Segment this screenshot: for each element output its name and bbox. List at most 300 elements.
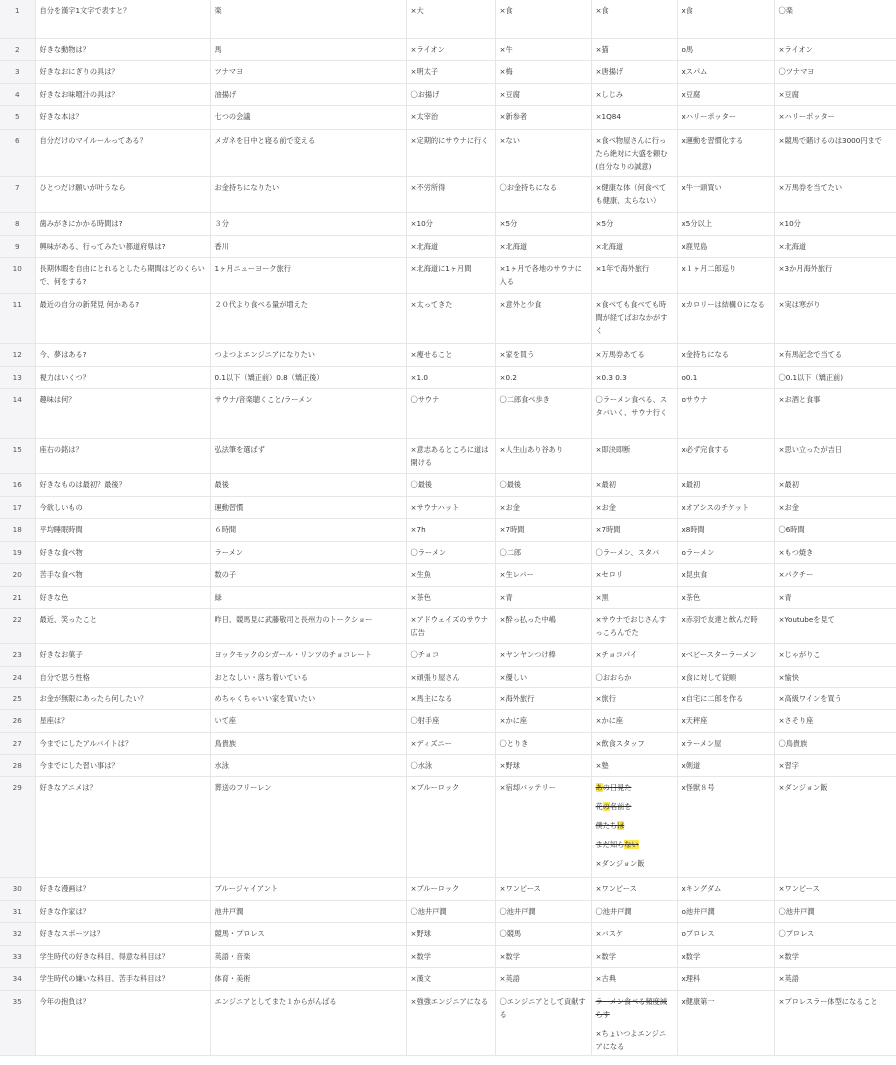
guess-cell[interactable]: x鹿児島 xyxy=(677,235,774,257)
question-cell[interactable]: 星座は？ xyxy=(35,709,210,732)
row-number[interactable]: 35 xyxy=(0,990,35,1055)
guess-cell[interactable]: o池井戸潤 xyxy=(677,900,774,922)
guess-cell[interactable]: ×野球 xyxy=(406,922,495,945)
answer-cell[interactable]: 池井戸潤 xyxy=(210,900,406,922)
guess-cell[interactable]: x自宅に二郎を作る xyxy=(677,687,774,709)
guess-cell[interactable]: 〇チョコ xyxy=(406,643,495,666)
guess-cell[interactable]: ×ディズニー xyxy=(406,732,495,754)
guess-cell[interactable]: ×食 xyxy=(495,0,591,38)
row-number[interactable]: 33 xyxy=(0,945,35,967)
guess-cell[interactable]: x運動を習慣化する xyxy=(677,129,774,176)
guess-cell[interactable]: x１ヶ月二郎巡り xyxy=(677,257,774,293)
guess-cell[interactable]: ×豆腐 xyxy=(495,83,591,105)
guess-cell[interactable]: ×意外と少食 xyxy=(495,293,591,343)
guess-cell[interactable]: ×しじみ xyxy=(591,83,677,105)
answer-cell[interactable]: 体育・美術 xyxy=(210,967,406,990)
guess-cell[interactable]: x5分以上 xyxy=(677,212,774,235)
answer-cell[interactable]: ツナマヨ xyxy=(210,60,406,83)
guess-cell[interactable]: ×太宰治 xyxy=(406,105,495,129)
row-number[interactable]: 4 xyxy=(0,83,35,105)
answer-cell[interactable]: 弘法筆を選ばず xyxy=(210,438,406,473)
guess-cell[interactable]: ×太ってきた xyxy=(406,293,495,343)
guess-cell[interactable]: ×お金 xyxy=(774,496,896,518)
row-number[interactable]: 2 xyxy=(0,38,35,60)
question-cell[interactable]: 好きな食べ物 xyxy=(35,541,210,563)
answer-cell[interactable]: 香川 xyxy=(210,235,406,257)
guess-cell[interactable]: x健康第一 xyxy=(677,990,774,1055)
guess-cell[interactable]: ×ハリーポッター xyxy=(774,105,896,129)
question-cell[interactable]: 好きなアニメは？ xyxy=(35,776,210,877)
guess-cell[interactable]: ×北海道 xyxy=(406,235,495,257)
guess-cell[interactable]: 〇二郎食べ歩き xyxy=(495,388,591,438)
answer-cell[interactable]: ２０代より食べる量が増えた xyxy=(210,293,406,343)
guess-cell[interactable]: ×大 xyxy=(406,0,495,38)
guess-cell[interactable]: x理科 xyxy=(677,967,774,990)
guess-cell[interactable]: ×ダンジョン飯 xyxy=(774,776,896,877)
guess-cell[interactable]: 〇競馬 xyxy=(495,922,591,945)
guess-cell[interactable]: x剣道 xyxy=(677,754,774,776)
guess-cell[interactable]: ×サウナでおじさんすっころんでた xyxy=(591,608,677,643)
guess-cell[interactable]: ×7時間 xyxy=(495,518,591,541)
guess-cell[interactable]: x食 xyxy=(677,0,774,38)
answer-cell[interactable]: 鳥貴族 xyxy=(210,732,406,754)
row-number[interactable]: 9 xyxy=(0,235,35,257)
table-row xyxy=(0,922,896,945)
table-row xyxy=(0,257,896,293)
row-number[interactable]: 31 xyxy=(0,900,35,922)
guess-cell[interactable]: ×お酒と食事 xyxy=(774,388,896,438)
guess-cell[interactable]: ×食べても食べても時間が経てばおなかがすく xyxy=(591,293,677,343)
question-cell[interactable]: 好きなお菓子 xyxy=(35,643,210,666)
answer-cell[interactable]: つよつよエンジニアになりたい xyxy=(210,343,406,366)
answer-cell[interactable]: 運動習慣 xyxy=(210,496,406,518)
question-cell[interactable]: 学生時代の嫌いな科目、苦手な科目は？ xyxy=(35,967,210,990)
guess-cell[interactable]: ×猫 xyxy=(591,38,677,60)
guess-cell[interactable]: ×バスケ xyxy=(591,922,677,945)
row-number[interactable]: 19 xyxy=(0,541,35,563)
guess-cell[interactable]: ×3か月海外旅行 xyxy=(774,257,896,293)
guess-cell[interactable]: ×お金 xyxy=(591,496,677,518)
guess-cell[interactable]: ×かに座 xyxy=(591,709,677,732)
question-cell[interactable]: 好きなものは最初？最後？ xyxy=(35,473,210,496)
answer-cell[interactable]: 緑 xyxy=(210,586,406,608)
guess-cell[interactable]: ×Youtubeを見て xyxy=(774,608,896,643)
guess-cell[interactable]: o0.1 xyxy=(677,366,774,388)
answer-cell[interactable]: 英語・音楽 xyxy=(210,945,406,967)
question-cell[interactable]: 好きなおにぎりの具は？ xyxy=(35,60,210,83)
guess-cell[interactable]: x赤羽で友達と飲んだ時 xyxy=(677,608,774,643)
guess-cell[interactable]: x食に対して従順 xyxy=(677,666,774,687)
row-number[interactable]: 29 xyxy=(0,776,35,877)
answer-cell[interactable]: 0.1以下（矯正前）0.8（矯正後） xyxy=(210,366,406,388)
guess-cell[interactable]: 〇サウナ xyxy=(406,388,495,438)
row-number[interactable]: 12 xyxy=(0,343,35,366)
guess-cell[interactable]: ×即決即断 xyxy=(591,438,677,473)
guess-cell[interactable]: ×海外旅行 xyxy=(495,687,591,709)
guess-cell[interactable]: ×古典 xyxy=(591,967,677,990)
guess-cell[interactable]: x数学 xyxy=(677,945,774,967)
question-cell[interactable]: 歯みがきにかかる時間は? xyxy=(35,212,210,235)
guess-cell[interactable]: x牛一頭買い xyxy=(677,176,774,212)
guess-cell[interactable]: ×0.3 0.3 xyxy=(591,366,677,388)
question-cell[interactable]: 好きな動物は？ xyxy=(35,38,210,60)
guess-cell[interactable]: ×頑張り屋さん xyxy=(406,666,495,687)
question-cell[interactable]: 長期休暇を自由にとれるとしたら期間はどのくらいで、何をする? xyxy=(35,257,210,293)
answer-cell[interactable]: 七つの会議 xyxy=(210,105,406,129)
answer-cell[interactable]: 昨日、競馬見に武藤敬司と長州力のトークショー xyxy=(210,608,406,643)
answer-cell[interactable]: メガネを日中と寝る前で変える xyxy=(210,129,406,176)
row-number[interactable]: 26 xyxy=(0,709,35,732)
guess-cell[interactable]: ×実は寒がり xyxy=(774,293,896,343)
question-cell[interactable]: 平均睡眠時間 xyxy=(35,518,210,541)
row-number[interactable]: 24 xyxy=(0,666,35,687)
question-cell[interactable]: 好きな本は？ xyxy=(35,105,210,129)
guess-cell[interactable] xyxy=(591,990,677,1055)
guess-cell[interactable]: ×ライオン xyxy=(406,38,495,60)
guess-cell[interactable]: ×生魚 xyxy=(406,563,495,586)
guess-cell[interactable]: 〇池井戸潤 xyxy=(495,900,591,922)
guess-cell[interactable]: 〇楽 xyxy=(774,0,896,38)
guess-cell[interactable]: x天秤座 xyxy=(677,709,774,732)
question-cell[interactable]: お金が無限にあったら何したい？ xyxy=(35,687,210,709)
row-number[interactable]: 13 xyxy=(0,366,35,388)
guess-cell[interactable]: 〇お揚げ xyxy=(406,83,495,105)
guess-cell[interactable]: ×愉快 xyxy=(774,666,896,687)
answer-cell[interactable]: おとなしい・落ち着いている xyxy=(210,666,406,687)
answer-cell[interactable]: 水泳 xyxy=(210,754,406,776)
answer-cell[interactable]: めちゃくちゃいい家を買いたい xyxy=(210,687,406,709)
guess-cell[interactable]: ×プロレスラー体型になること xyxy=(774,990,896,1055)
table-row xyxy=(0,990,896,1055)
guess-cell[interactable]: ×0.2 xyxy=(495,366,591,388)
question-cell[interactable]: ひとつだけ願いが叶うなら xyxy=(35,176,210,212)
answer-cell[interactable]: 馬 xyxy=(210,38,406,60)
guess-cell[interactable]: 〇プロレス xyxy=(774,922,896,945)
guess-cell[interactable]: ×牛 xyxy=(495,38,591,60)
guess-cell[interactable]: ×1年で海外旅行 xyxy=(591,257,677,293)
question-cell[interactable]: 今年の抱負は？ xyxy=(35,990,210,1055)
guess-cell[interactable]: ×旅行 xyxy=(591,687,677,709)
guess-cell[interactable]: ×アドウェイズのサウナ広告 xyxy=(406,608,495,643)
answer-cell[interactable]: 1ヶ月ニューヨーク旅行 xyxy=(210,257,406,293)
guess-cell[interactable]: ×塾 xyxy=(591,754,677,776)
guess-cell[interactable]: ×競馬で賭けるのは3000円まで xyxy=(774,129,896,176)
guess-cell[interactable]: ×強強エンジニアになる xyxy=(406,990,495,1055)
guess-cell[interactable]: 〇水泳 xyxy=(406,754,495,776)
table-row xyxy=(0,366,896,388)
guess-cell[interactable]: ×1ヶ月で各地のサウナに入る xyxy=(495,257,591,293)
table-row xyxy=(0,541,896,563)
answer-cell[interactable]: 楽 xyxy=(210,0,406,38)
row-number[interactable]: 14 xyxy=(0,388,35,438)
row-number[interactable]: 23 xyxy=(0,643,35,666)
guess-cell[interactable]: 〇6時間 xyxy=(774,518,896,541)
guess-cell[interactable]: 〇池井戸潤 xyxy=(591,900,677,922)
question-cell[interactable]: 苦手な食べ物 xyxy=(35,563,210,586)
highlighted-text: は xyxy=(617,820,625,830)
guess-cell[interactable]: ×最初 xyxy=(591,473,677,496)
guess-cell[interactable]: ×7h xyxy=(406,518,495,541)
row-number[interactable]: 8 xyxy=(0,212,35,235)
guess-cell[interactable]: ×サウナハット xyxy=(406,496,495,518)
guess-cell[interactable]: x豆腐 xyxy=(677,83,774,105)
guess-cell[interactable]: ×10分 xyxy=(406,212,495,235)
guess-cell[interactable]: 〇鳥貴族 xyxy=(774,732,896,754)
guess-cell[interactable]: xベビースターラーメン xyxy=(677,643,774,666)
guess-cell[interactable]: ×10分 xyxy=(774,212,896,235)
table-row xyxy=(0,967,896,990)
table-row xyxy=(0,343,896,366)
answer-cell[interactable]: 数の子 xyxy=(210,563,406,586)
answer-cell[interactable]: 最後 xyxy=(210,473,406,496)
question-cell[interactable]: 好きな色 xyxy=(35,586,210,608)
guess-cell[interactable]: 〇二郎 xyxy=(495,541,591,563)
highlighted-text: ない xyxy=(624,839,639,849)
answer-cell[interactable]: 葬送のフリーレン xyxy=(210,776,406,877)
row-number[interactable]: 25 xyxy=(0,687,35,709)
guess-cell[interactable]: ×定期的にサウナに行く xyxy=(406,129,495,176)
struck-text: まだ知ら xyxy=(595,839,625,849)
guess-cell[interactable] xyxy=(591,776,677,877)
guess-cell[interactable]: ×唐揚げ xyxy=(591,60,677,83)
guess-cell[interactable]: ×ブルーロック xyxy=(406,776,495,877)
table-row xyxy=(0,496,896,518)
guess-cell[interactable]: ×青 xyxy=(774,586,896,608)
guess-cell[interactable]: x必ず完食する xyxy=(677,438,774,473)
table-row xyxy=(0,666,896,687)
guess-cell[interactable]: ×1Q84 xyxy=(591,105,677,129)
row-number[interactable]: 30 xyxy=(0,877,35,900)
row-number[interactable]: 28 xyxy=(0,754,35,776)
guess-cell[interactable]: xキングダム xyxy=(677,877,774,900)
guess-cell[interactable]: ×英語 xyxy=(495,967,591,990)
guess-cell[interactable]: ×漢文 xyxy=(406,967,495,990)
guess-cell[interactable]: ×梅 xyxy=(495,60,591,83)
question-cell[interactable]: 学生時代の好きな科目、得意な科目は？ xyxy=(35,945,210,967)
guess-cell[interactable]: ×パクチー xyxy=(774,563,896,586)
guess-cell[interactable]: ×最初 xyxy=(774,473,896,496)
answer-cell[interactable]: 油揚げ xyxy=(210,83,406,105)
guess-cell[interactable]: 〇射手座 xyxy=(406,709,495,732)
question-cell[interactable]: 座右の銘は？ xyxy=(35,438,210,473)
answer-cell[interactable]: ブルージャイアント xyxy=(210,877,406,900)
guess-cell[interactable]: ×ヤンヤンつけ棒 xyxy=(495,643,591,666)
row-number[interactable]: 27 xyxy=(0,732,35,754)
guess-cell[interactable]: ×酔っ払った中嶋 xyxy=(495,608,591,643)
guess-cell[interactable]: ×ワンピース xyxy=(495,877,591,900)
guess-cell[interactable]: ×食 xyxy=(591,0,677,38)
question-cell[interactable]: 今欲しいもの xyxy=(35,496,210,518)
guess-cell[interactable]: ×北海道 xyxy=(495,235,591,257)
table-row xyxy=(0,0,896,38)
guess-cell[interactable]: ×英語 xyxy=(774,967,896,990)
row-number[interactable]: 11 xyxy=(0,293,35,343)
guess-cell[interactable]: x怪獣８号 xyxy=(677,776,774,877)
row-number[interactable]: 18 xyxy=(0,518,35,541)
answer-cell[interactable]: サウナ/音楽聴くこと/ラーメン xyxy=(210,388,406,438)
row-number[interactable]: 20 xyxy=(0,563,35,586)
guess-cell[interactable]: ×じゃがりこ xyxy=(774,643,896,666)
answer-cell[interactable]: ６時間 xyxy=(210,518,406,541)
row-number[interactable]: 17 xyxy=(0,496,35,518)
guess-cell[interactable]: ×不労所得 xyxy=(406,176,495,212)
guess-cell[interactable]: ×北海道 xyxy=(591,235,677,257)
question-cell[interactable]: 今、夢はある? xyxy=(35,343,210,366)
row-number[interactable]: 15 xyxy=(0,438,35,473)
guess-cell[interactable]: ×1.0 xyxy=(406,366,495,388)
guess-cell[interactable]: ×数学 xyxy=(406,945,495,967)
guess-cell[interactable]: ×ライオン xyxy=(774,38,896,60)
guess-cell[interactable]: 〇最後 xyxy=(406,473,495,496)
guess-cell[interactable]: x茶色 xyxy=(677,586,774,608)
row-number[interactable]: 1 xyxy=(0,0,35,38)
guess-cell[interactable]: ×意志あるところに道は開ける xyxy=(406,438,495,473)
question-cell[interactable]: 最近の自分の新発見 何かある? xyxy=(35,293,210,343)
guess-cell[interactable]: ×ない xyxy=(495,129,591,176)
guess-cell[interactable]: ×もつ焼き xyxy=(774,541,896,563)
guess-cell[interactable]: ×人生山あり谷あり xyxy=(495,438,591,473)
question-cell[interactable]: 趣味は何？ xyxy=(35,388,210,438)
answer-cell[interactable]: エンジニアとしてまた１からがんばる xyxy=(210,990,406,1055)
guess-cell[interactable]: ×ブルーロック xyxy=(406,877,495,900)
guess-cell[interactable]: ×青 xyxy=(495,586,591,608)
guess-cell[interactable]: ×お金 xyxy=(495,496,591,518)
row-number[interactable]: 3 xyxy=(0,60,35,83)
table-row xyxy=(0,900,896,922)
guess-cell[interactable]: ×数学 xyxy=(591,945,677,967)
guess-cell[interactable]: ×ワンピース xyxy=(774,877,896,900)
row-number[interactable]: 32 xyxy=(0,922,35,945)
question-cell[interactable]: 好きなスポーツは？ xyxy=(35,922,210,945)
guess-cell[interactable]: x金持ちになる xyxy=(677,343,774,366)
guess-cell[interactable]: xカロリーは結構０になる xyxy=(677,293,774,343)
guess-cell[interactable]: ×7時間 xyxy=(591,518,677,541)
guess-cell[interactable]: x最初 xyxy=(677,473,774,496)
guess-cell[interactable]: 〇最後 xyxy=(495,473,591,496)
guess-cell[interactable]: ×高級ワインを買う xyxy=(774,687,896,709)
question-cell[interactable]: 今までにしたアルバイトは？ xyxy=(35,732,210,754)
guess-cell[interactable]: 〇池井戸潤 xyxy=(774,900,896,922)
guess-cell[interactable]: ×ワンピース xyxy=(591,877,677,900)
guess-cell[interactable]: ×セロリ xyxy=(591,563,677,586)
guess-cell[interactable]: ×優しい xyxy=(495,666,591,687)
row-number[interactable]: 7 xyxy=(0,176,35,212)
question-cell[interactable]: 興味がある、行ってみたい都道府県は? xyxy=(35,235,210,257)
guess-cell[interactable]: ×明太子 xyxy=(406,60,495,83)
row-number[interactable]: 34 xyxy=(0,967,35,990)
answer-cell[interactable]: ３分 xyxy=(210,212,406,235)
guess-cell[interactable]: 〇0.1以下（矯正前) xyxy=(774,366,896,388)
guess-cell[interactable]: xスパム xyxy=(677,60,774,83)
guess-cell[interactable]: ×生レバー xyxy=(495,563,591,586)
guess-cell[interactable]: ×北海道に1ヶ月間 xyxy=(406,257,495,293)
answer-cell[interactable]: 競馬・プロレス xyxy=(210,922,406,945)
guess-cell[interactable]: ×馬主になる xyxy=(406,687,495,709)
guess-cell[interactable]: xラーメン屋 xyxy=(677,732,774,754)
guess-cell[interactable]: 〇エンジニアとして貢献する xyxy=(495,990,591,1055)
answer-cell[interactable]: いて座 xyxy=(210,709,406,732)
row-number[interactable]: 6 xyxy=(0,129,35,176)
row-number[interactable]: 16 xyxy=(0,473,35,496)
guess-cell[interactable]: ×数学 xyxy=(495,945,591,967)
guess-cell[interactable]: ×野球 xyxy=(495,754,591,776)
guess-cell[interactable]: 〇お金持ちになる xyxy=(495,176,591,212)
guess-cell[interactable]: ×さそり座 xyxy=(774,709,896,732)
guess-cell[interactable]: ×黒 xyxy=(591,586,677,608)
guess-cell[interactable]: o馬 xyxy=(677,38,774,60)
guess-cell[interactable]: oプロレス xyxy=(677,922,774,945)
question-cell[interactable]: 今までにした習い事は？ xyxy=(35,754,210,776)
guess-cell[interactable]: 〇おおらか xyxy=(591,666,677,687)
guess-cell[interactable]: ×宿却バッテリー xyxy=(495,776,591,877)
question-cell[interactable]: 視力はいくつ？ xyxy=(35,366,210,388)
guess-cell[interactable]: 〇ラーメン、スタバ xyxy=(591,541,677,563)
guess-cell[interactable]: ×有馬記念で当てる xyxy=(774,343,896,366)
struck-lyric-line xyxy=(596,781,673,794)
guess-cell[interactable]: ×チョコパイ xyxy=(591,643,677,666)
guess-cell[interactable]: ×万馬券を当てたい xyxy=(774,176,896,212)
table-row xyxy=(0,608,896,643)
guess-cell[interactable]: oサウナ xyxy=(677,388,774,438)
question-cell[interactable]: 最近、笑ったこと xyxy=(35,608,210,643)
answer-cell[interactable]: お金持ちになりたい xyxy=(210,176,406,212)
guess-cell[interactable]: 〇池井戸潤 xyxy=(406,900,495,922)
row-number[interactable]: 21 xyxy=(0,586,35,608)
question-cell[interactable]: 自分で思う性格 xyxy=(35,666,210,687)
guess-cell[interactable]: ×習字 xyxy=(774,754,896,776)
guess-cell[interactable]: ×かに座 xyxy=(495,709,591,732)
answer-cell[interactable]: ヨックモックのシガール・リンツのチョコレート xyxy=(210,643,406,666)
guess-cell[interactable]: xオアシスのチケット xyxy=(677,496,774,518)
guess-cell[interactable]: ×北海道 xyxy=(774,235,896,257)
guess-cell[interactable]: ×思い立ったが吉日 xyxy=(774,438,896,473)
row-number[interactable]: 10 xyxy=(0,257,35,293)
row-number[interactable]: 5 xyxy=(0,105,35,129)
table-row xyxy=(0,518,896,541)
guess-cell[interactable]: ×万馬券あてる xyxy=(591,343,677,366)
guess-cell[interactable]: ×食べ物屋さんに行ったら絶対に大盛を頼む (自分なりの誠意) xyxy=(591,129,677,176)
question-cell[interactable]: 好きな作家は？ xyxy=(35,900,210,922)
guess-cell[interactable]: ×数学 xyxy=(774,945,896,967)
guess-cell[interactable]: ×5分 xyxy=(495,212,591,235)
guess-cell[interactable]: ×家を買う xyxy=(495,343,591,366)
guess-cell[interactable]: ×飲食スタッフ xyxy=(591,732,677,754)
guess-cell[interactable]: 〇ツナマヨ xyxy=(774,60,896,83)
guess-cell[interactable]: 〇ラーメン食べる、スタバいく、サウナ行く xyxy=(591,388,677,438)
question-cell[interactable]: 自分だけのマイルールってある？ xyxy=(35,129,210,176)
struck-lyric-line xyxy=(596,838,673,851)
guess-cell[interactable]: ×5分 xyxy=(591,212,677,235)
guess-cell[interactable]: x8時間 xyxy=(677,518,774,541)
highlighted-text: の xyxy=(602,801,610,811)
guess-cell[interactable]: ×痩せること xyxy=(406,343,495,366)
guess-cell[interactable]: ×豆腐 xyxy=(774,83,896,105)
guess-cell[interactable]: oラーメン xyxy=(677,541,774,563)
answer-cell[interactable]: ラーメン xyxy=(210,541,406,563)
table-row xyxy=(0,129,896,176)
guess-cell[interactable]: ×健康な体（何食べても健康、太らない） xyxy=(591,176,677,212)
question-cell[interactable]: 好きな漫画は？ xyxy=(35,877,210,900)
row-number[interactable]: 22 xyxy=(0,608,35,643)
guess-cell[interactable]: x昆虫食 xyxy=(677,563,774,586)
guess-cell[interactable]: ×新参者 xyxy=(495,105,591,129)
guess-cell[interactable]: xハリーポッター xyxy=(677,105,774,129)
guess-cell[interactable]: ×茶色 xyxy=(406,586,495,608)
question-cell[interactable]: 好きなお味噌汁の具は？ xyxy=(35,83,210,105)
guess-cell[interactable]: 〇ラーメン xyxy=(406,541,495,563)
question-cell[interactable]: 自分を漢字1文字で表すと？ xyxy=(35,0,210,38)
guess-cell[interactable]: 〇とりき xyxy=(495,732,591,754)
